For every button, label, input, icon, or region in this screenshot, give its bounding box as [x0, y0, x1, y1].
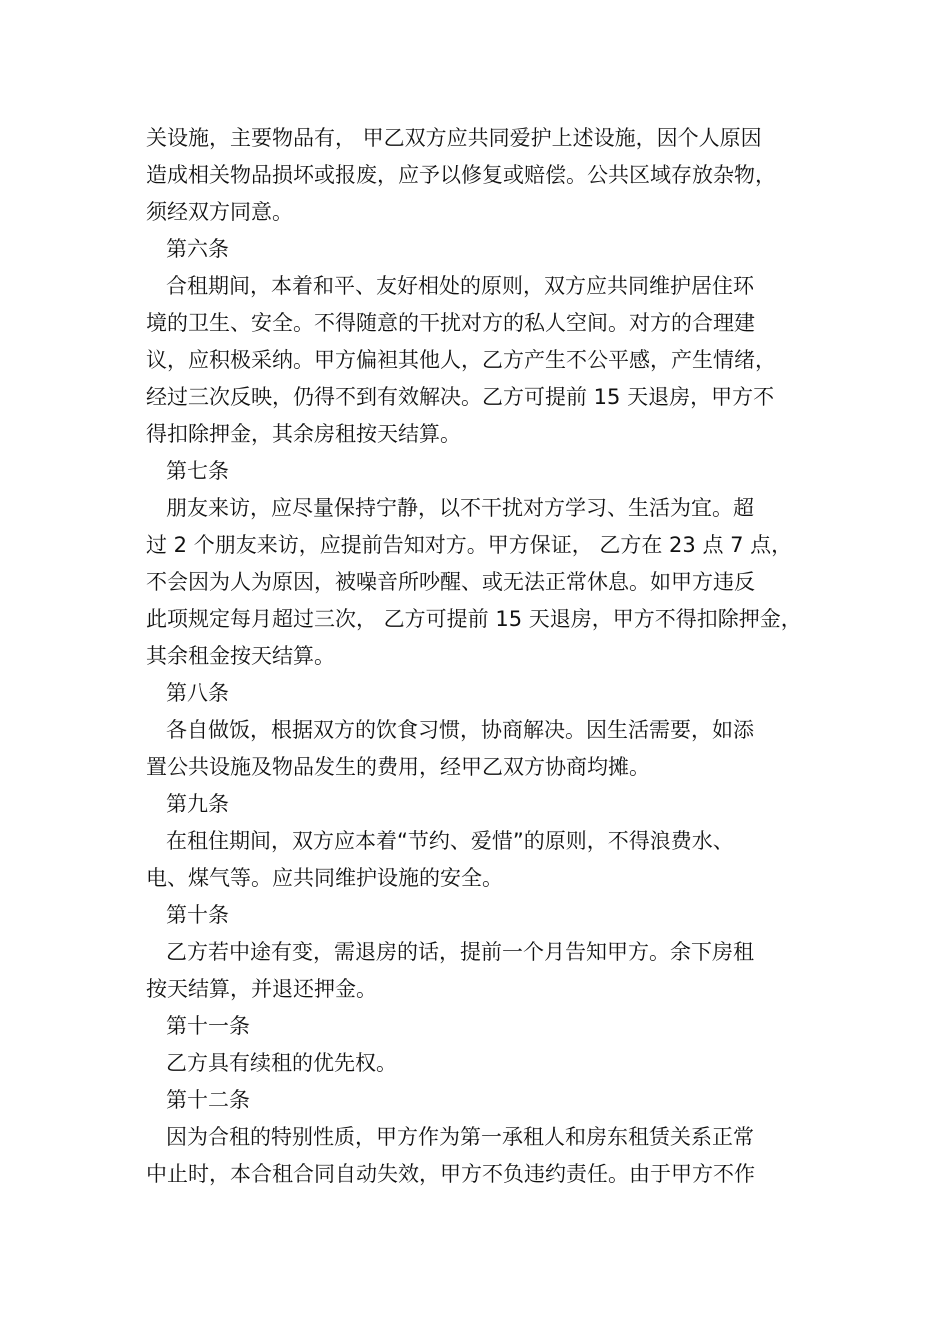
text-line: 乙方若中途有变，需退房的话，提前一个月告知甲方。余下房租	[166, 940, 754, 964]
text-line: 境的卫生、安全。不得随意的干扰对方的私人空间。对方的合理建	[146, 311, 755, 335]
text-line: 其余租金按天结算。	[146, 644, 335, 668]
text-line: 在租住期间，双方应本着“节约、爱惜”的原则，不得浪费水、	[166, 829, 734, 853]
article-heading: 第六条	[166, 237, 229, 261]
text-line: 议，应积极采纳。甲方偏袒其他人，乙方产生不公平感，产生情绪，	[146, 348, 776, 372]
article-heading: 第十条	[166, 903, 229, 927]
article-heading: 第八条	[166, 681, 229, 705]
text-line: 造成相关物品损坏或报废，应予以修复或赔偿。公共区域存放杂物，	[146, 163, 776, 187]
text-line: 因为合租的特别性质，甲方作为第一承租人和房东租赁关系正常	[166, 1125, 754, 1149]
text-line: 乙方具有续租的优先权。	[166, 1051, 397, 1075]
text-line: 朋友来访，应尽量保持宁静，以不干扰对方学习、生活为宜。超	[166, 496, 754, 520]
text-line: 各自做饭，根据双方的饮食习惯，协商解决。因生活需要，如添	[166, 718, 754, 742]
article-heading: 第十一条	[166, 1014, 250, 1038]
article-heading: 第九条	[166, 792, 229, 816]
article-heading: 第七条	[166, 459, 229, 483]
text-line: 经过三次反映，仍得不到有效解决。乙方可提前 15 天退房，甲方不	[146, 385, 775, 409]
text-line: 过 2 个朋友来访，应提前告知对方。甲方保证， 乙方在 23 点 7 点，	[146, 533, 793, 557]
text-line: 须经双方同意。	[146, 200, 293, 224]
text-line: 合租期间，本着和平、友好相处的原则，双方应共同维护居住环	[166, 274, 754, 298]
text-line: 不会因为人为原因，被噪音所吵醒、或无法正常休息。如甲方违反	[146, 570, 755, 594]
article-heading: 第十二条	[166, 1088, 250, 1112]
text-line: 此项规定每月超过三次， 乙方可提前 15 天退房，甲方不得扣除押金，	[146, 607, 802, 631]
text-line: 按天结算，并退还押金。	[146, 977, 377, 1001]
text-line: 置公共设施及物品发生的费用，经甲乙双方协商均摊。	[146, 755, 650, 779]
text-line: 中止时，本合租合同自动失效，甲方不负违约责任。由于甲方不作	[146, 1162, 755, 1186]
text-line: 得扣除押金，其余房租按天结算。	[146, 422, 461, 446]
text-line: 电、煤气等。应共同维护设施的安全。	[146, 866, 503, 890]
text-line: 关设施，主要物品有， 甲乙双方应共同爱护上述设施，因个人原因	[146, 126, 762, 150]
